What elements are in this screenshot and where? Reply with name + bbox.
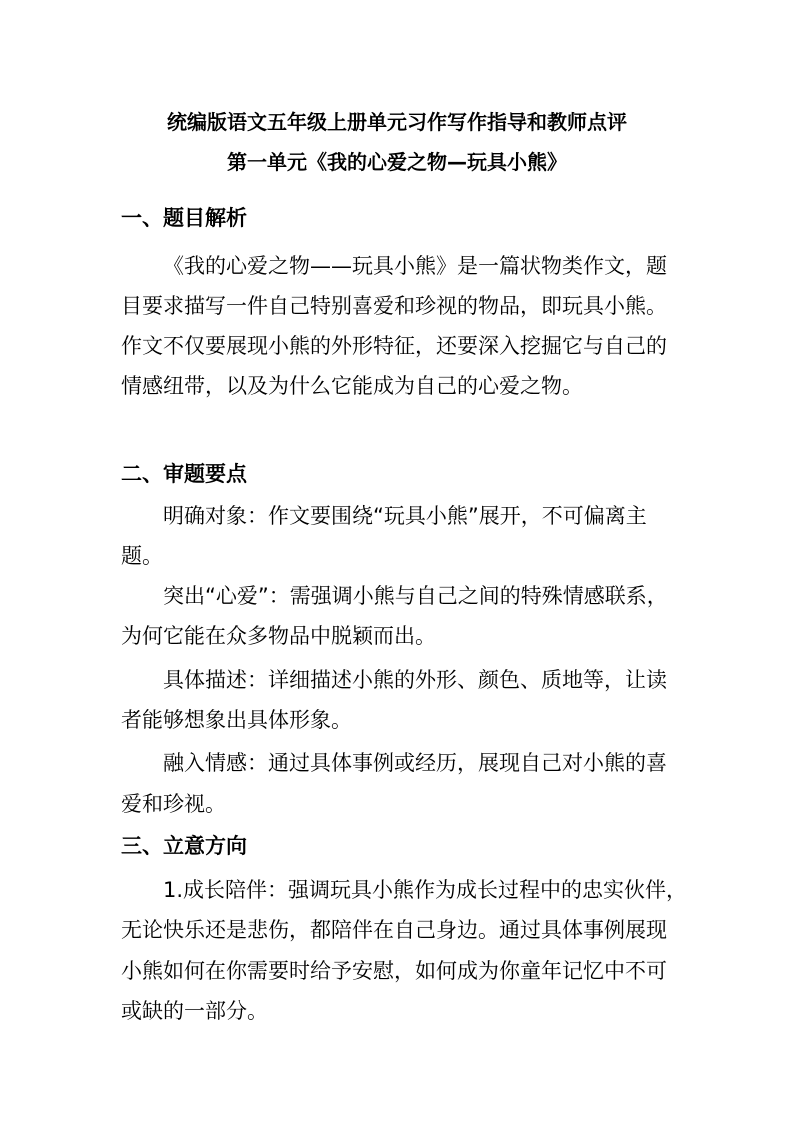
paragraph-line: 突出“心爱”：需强调小熊与自己之间的特殊情感联系， (163, 584, 668, 608)
section-heading-3: 三、立意方向 (121, 834, 247, 858)
paragraph-line: 情感纽带，以及为什么它能成为自己的心爱之物。 (121, 374, 583, 398)
paragraph-line: 无论快乐还是悲伤，都陪伴在自己身边。通过具体事例展现 (121, 918, 667, 942)
section-heading-1: 一、题目解析 (121, 206, 247, 230)
paragraph-line: 目要求描写一件自己特别喜爱和珍视的物品，即玩具小熊。 (121, 294, 667, 318)
paragraph-line: 爱和珍视。 (121, 792, 226, 816)
paragraph-line: 《我的心爱之物——玩具小熊》是一篇状物类作文，题 (163, 254, 667, 278)
paragraph-line: 1.成长陪伴：强调玩具小熊作为成长过程中的忠实伙伴， (163, 878, 688, 902)
paragraph-line: 具体描述：详细描述小熊的外形、颜色、质地等，让读 (163, 668, 667, 692)
document-subtitle: 第一单元《我的心爱之物—玩具小熊》 (227, 150, 567, 174)
paragraph-line: 明确对象：作文要围绕“玩具小熊”展开，不可偏离主 (163, 504, 647, 528)
section-heading-2: 二、审题要点 (121, 462, 247, 486)
document-title: 统编版语文五年级上册单元习作写作指导和教师点评 (167, 110, 627, 134)
paragraph-line: 或缺的一部分。 (121, 999, 268, 1023)
paragraph-line: 为何它能在众多物品中脱颖而出。 (121, 624, 436, 648)
paragraph-line: 小熊如何在你需要时给予安慰，如何成为你童年记忆中不可 (121, 959, 667, 983)
paragraph-line: 融入情感：通过具体事例或经历，展现自己对小熊的喜 (163, 751, 667, 775)
paragraph-line: 作文不仅要展现小熊的外形特征，还要深入挖掘它与自己的 (121, 334, 667, 358)
paragraph-line: 题。 (121, 544, 163, 568)
paragraph-line: 者能够想象出具体形象。 (121, 708, 352, 732)
